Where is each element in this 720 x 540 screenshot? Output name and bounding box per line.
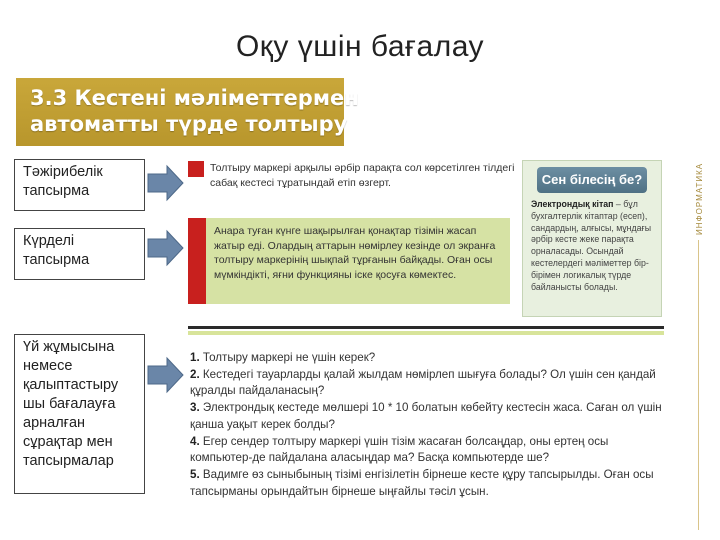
subject-side-label: [695, 150, 709, 235]
question-number: 1.: [190, 351, 200, 364]
complex-task-accent: [188, 218, 206, 304]
question-text: Кестедегі тауарларды қалай жылдам нөмірлеп шығуға болады? Ол үшін сен қандай құралды пайдаланасың?: [190, 367, 656, 398]
did-you-know-text: [531, 199, 659, 293]
question-number: 3.: [190, 401, 200, 415]
label-homework-questions: Үй жұмысына немесе қалыптастыру шы бағалауға арналған сұрақтар мен тапсырмалар: [14, 334, 145, 494]
label-experimental-task: Тәжірибелік тапсырма: [14, 159, 145, 211]
did-you-know-body: – бұл бухгалтерлік кітаптар (есеп), сандардың, алғысы, мұндағы әрбір кесте жеке парақта орналасады. Осындай кестелердегі мәліметтер бір-бірімен логикалық түрде байланысты болады.: [531, 199, 652, 292]
arrow-right-icon: [147, 164, 185, 202]
task-marker-icon: [188, 161, 204, 177]
section-header-line1: 3.3 Кестені мәліметтермен: [30, 86, 359, 110]
arrow-right-icon: [147, 229, 185, 267]
experimental-task-text: Толтыру маркері арқылы әрбір парақта сол көрсетілген тілдегі сабақ кестесі тұратындай етіп өзгерт.: [210, 162, 515, 189]
questions-list: [190, 350, 666, 500]
complex-task-text: Анара туған күнге шақырылған қонақтар тізімін жасап жатыр еді. Олардың аттарын нөмірлеу кезінде ол экранға толтыру маркерінің шықпай тұрғанын байқады. Оған осы мүмкіндікті, яғни функцияны іске қосуға көмектес.: [214, 225, 496, 281]
slide-title: Оқу үшін бағалау: [235, 30, 485, 63]
questions-divider-accent: [188, 331, 664, 335]
question-number: 4.: [190, 434, 200, 448]
question-text: Вадимге өз сыныбының тізімі енгізілетін бірнеше кесте құру тапсырылды. Оған осы тапсырманы орындайтын бірнеше ыңғайлы тәсіл ұсын.: [190, 467, 654, 498]
question-item: [190, 350, 666, 367]
question-text: Толтыру маркері не үшін керек?: [202, 351, 376, 364]
subject-side-label-text: ИНФОРМАТИКА: [695, 162, 704, 235]
did-you-know-box: [522, 160, 662, 317]
did-you-know-title: Сен білесің бе?: [537, 167, 647, 193]
question-item: [190, 467, 666, 500]
question-text: Егер сендер толтыру маркері үшін тізім жасаған болсаңдар, оны ертең осы компьютер-де пайдалана аласыңдар ма? Басқа компьютерде ше?: [190, 434, 609, 465]
question-item: [190, 434, 666, 467]
question-text: Электрондық кестеде мөлшері 10 * 10 болатын көбейту кестесін жаса. Саған ол үшін қанша уақыт керек болды?: [190, 401, 662, 431]
question-number: 5.: [190, 467, 200, 481]
section-header: [16, 78, 359, 146]
arrow-right-icon: [147, 356, 185, 394]
label-complex-task: Күрделі тапсырма: [14, 228, 145, 280]
question-number: 2.: [190, 367, 200, 381]
questions-divider: [188, 326, 664, 329]
complex-task-box: [188, 218, 510, 304]
section-header-line2: автоматты түрде толтыру: [30, 112, 348, 136]
question-item: [190, 367, 666, 400]
question-item: [190, 400, 666, 433]
did-you-know-term: Электрондық кітап: [531, 199, 614, 209]
side-divider: [698, 240, 699, 530]
